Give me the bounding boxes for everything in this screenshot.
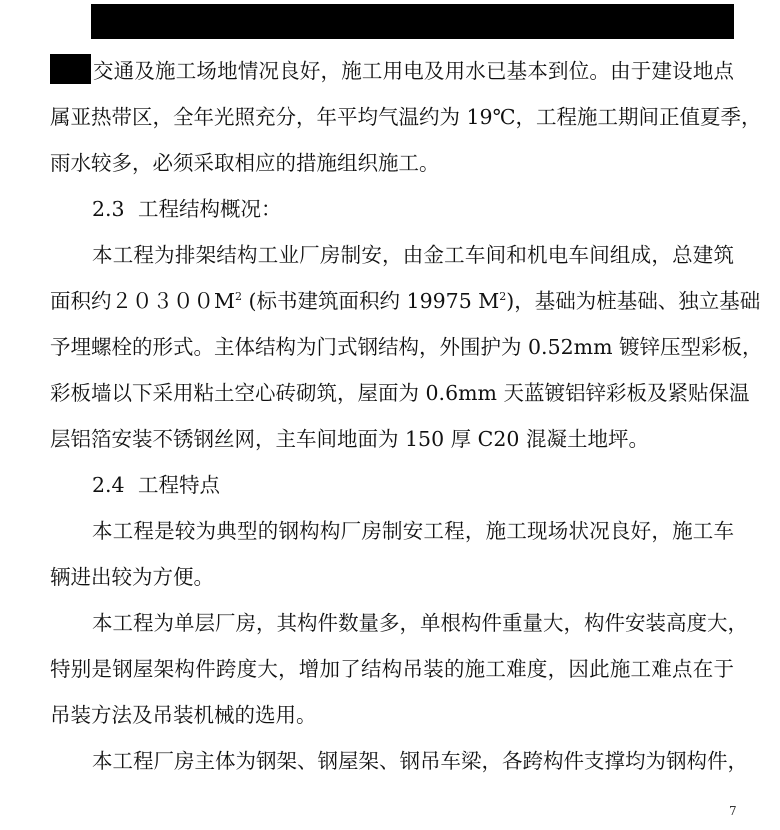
redaction-block-left (50, 54, 91, 84)
section-heading-2-4 (92, 470, 220, 500)
paragraph-1-line-1: 交通及施工场地情况良好，施工用电及用水已基本到位。由于建设地点 (93, 59, 734, 83)
text-run: )，基础为桩基础、独立基础 (506, 289, 761, 313)
paragraph-5-line-1: 本工程厂房主体为钢架、钢屋架、钢吊车梁，各跨构件支撑均为钢构件， (92, 749, 748, 773)
paragraph-3-line-2: 辆进出较为方便。 (50, 565, 214, 589)
page-number: 7 (729, 804, 737, 818)
paragraph-2-line-2 (50, 286, 761, 316)
redaction-bar-top (91, 4, 734, 39)
paragraph-4-line-2: 特别是钢屋架构件跨度大，增加了结构吊装的施工难度，因此施工难点在于 (50, 657, 734, 681)
text-run: 面积约２０３００M (50, 289, 235, 313)
paragraph-2-line-1: 本工程为排架结构工业厂房制安，由金工车间和机电车间组成，总建筑 (92, 243, 734, 267)
section-number: 2.4 (92, 473, 125, 497)
section-title: 工程结构概况： (138, 197, 282, 221)
paragraph-2-line-3: 予埋螺栓的形式。主体结构为门式钢结构，外围护为 0.52mm 镀锌压型彩板， (50, 335, 763, 359)
section-number: 2.3 (92, 197, 125, 221)
section-title: 工程特点 (138, 473, 220, 497)
paragraph-1-line-2: 属亚热带区，全年光照充分，年平均气温约为 19℃，工程施工期间正值夏季， (50, 105, 762, 129)
paragraph-3-line-1: 本工程是较为典型的钢构构厂房制安工程，施工现场状况良好，施工车 (92, 519, 734, 543)
paragraph-2-line-5: 层铝箔安装不锈钢丝网，主车间地面为 150 厚 C20 混凝土地坪。 (50, 427, 649, 451)
paragraph-2-line-4: 彩板墙以下采用粘土空心砖砌筑，屋面为 0.6mm 天蓝镀铝锌彩板及紧贴保温 (50, 381, 750, 405)
superscript: 2 (499, 290, 507, 303)
paragraph-4-line-1: 本工程为单层厂房，其构件数量多，单根构件重量大，构件安装高度大， (92, 611, 748, 635)
superscript: 2 (235, 290, 242, 303)
paragraph-4-line-3: 吊装方法及吊装机械的选用。 (50, 703, 317, 727)
text-run: (标书建筑面积约 19975 M (242, 289, 500, 313)
section-heading-2-3 (92, 194, 282, 224)
paragraph-1-line-3: 雨水较多，必须采取相应的措施组织施工。 (50, 151, 440, 175)
